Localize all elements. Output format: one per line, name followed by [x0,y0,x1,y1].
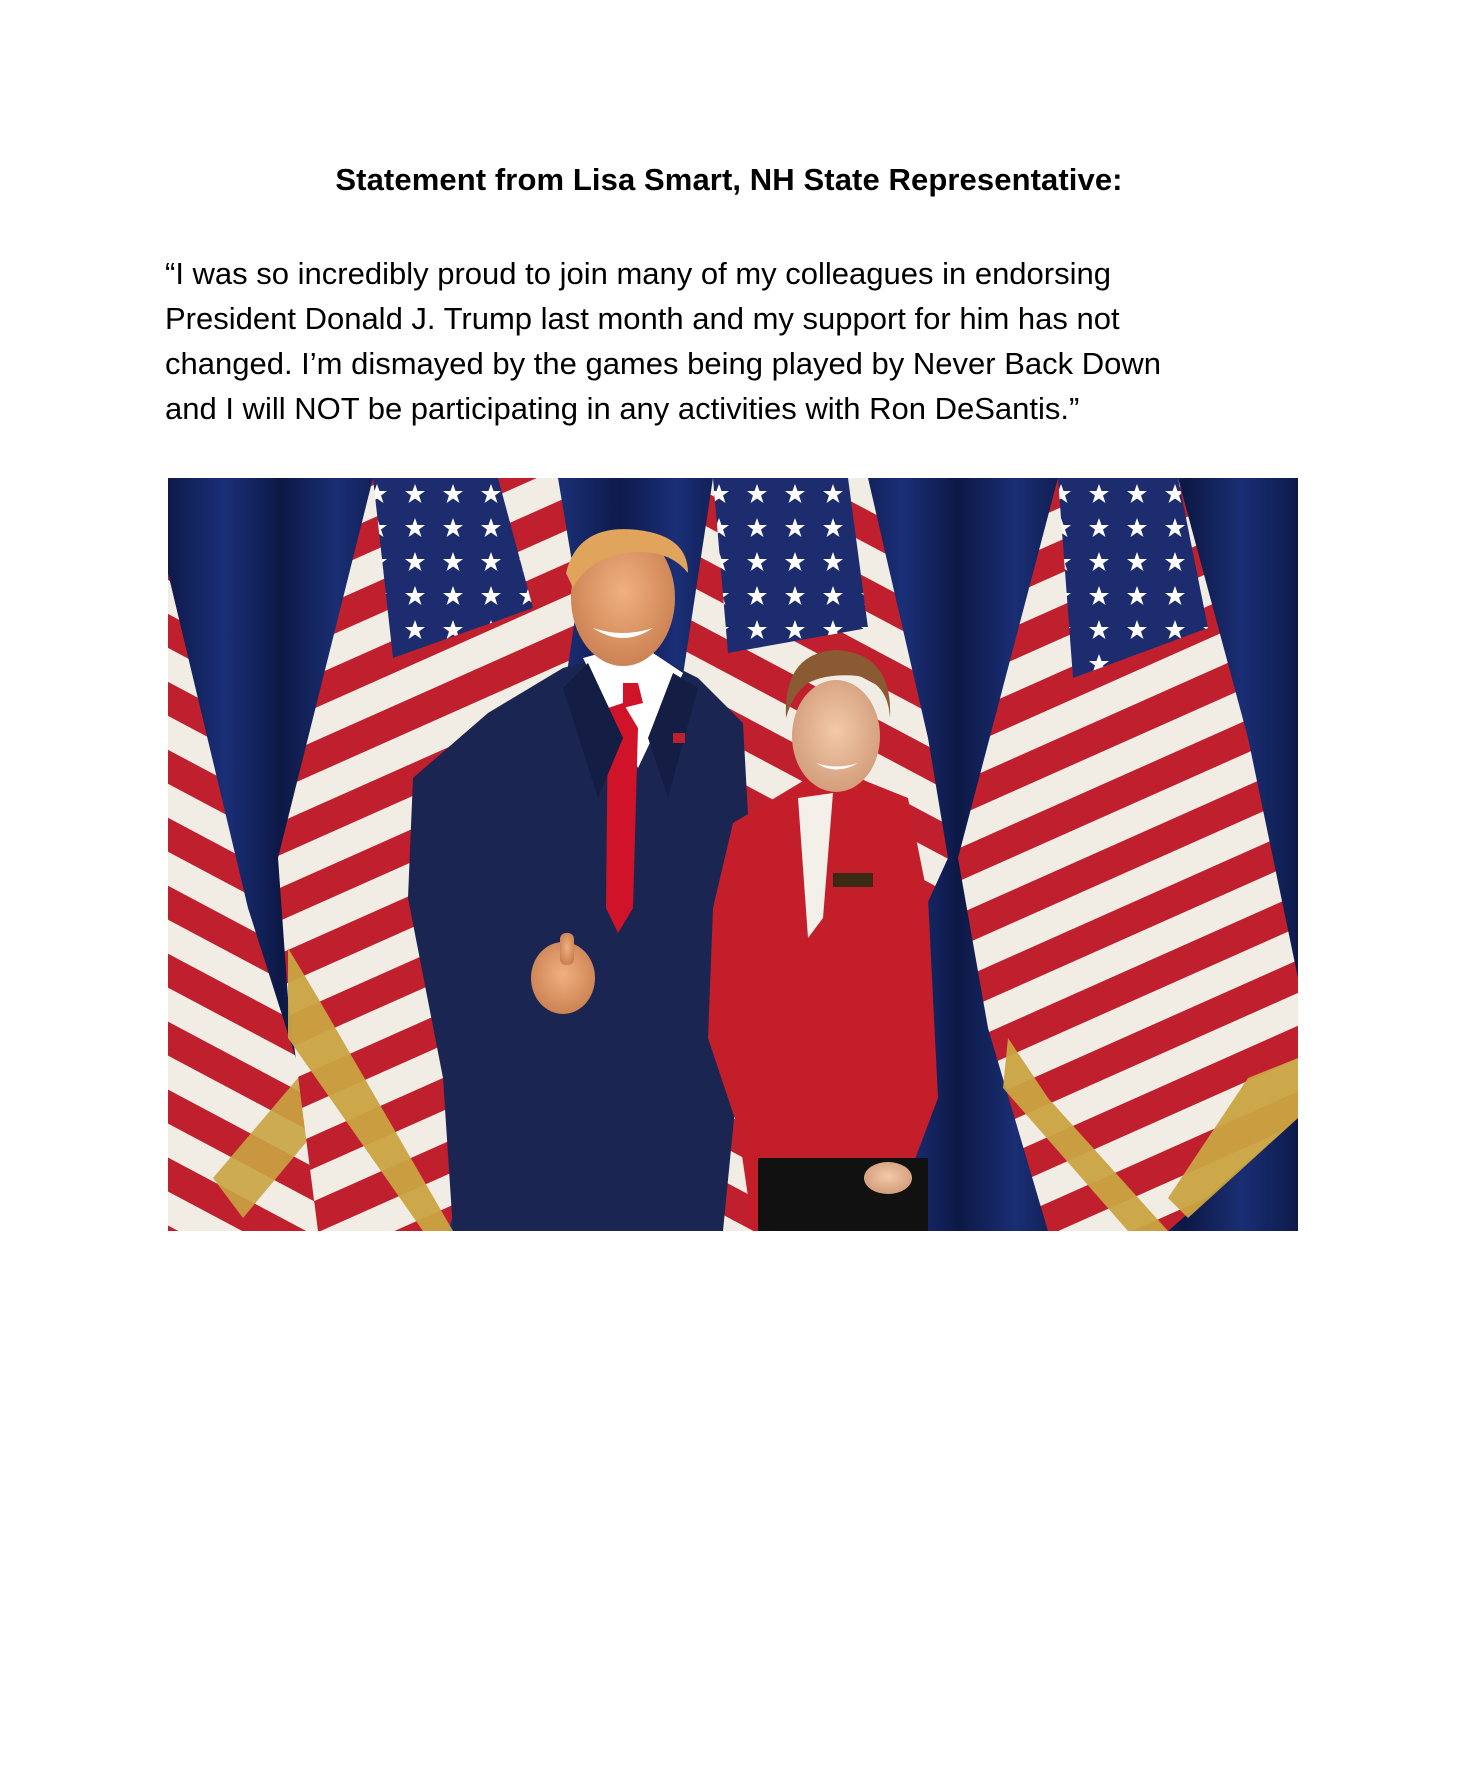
quote-line: “I was so incredibly proud to join many of my colleagues in endorsing [165,256,1111,291]
statement-heading: Statement from Lisa Smart, NH State Representative: [335,162,1123,197]
statement-quote [165,251,1305,431]
quote-line: and I will NOT be participating in any activities with Ron DeSantis.” [165,391,1080,426]
quote-line: President Donald J. Trump last month and my support for him has not [165,301,1120,336]
quote-line: changed. I’m dismayed by the games being played by Never Back Down [165,346,1161,381]
photo-illustration [168,478,1298,1231]
photo-trump-and-smart-with-flags [168,478,1298,1231]
